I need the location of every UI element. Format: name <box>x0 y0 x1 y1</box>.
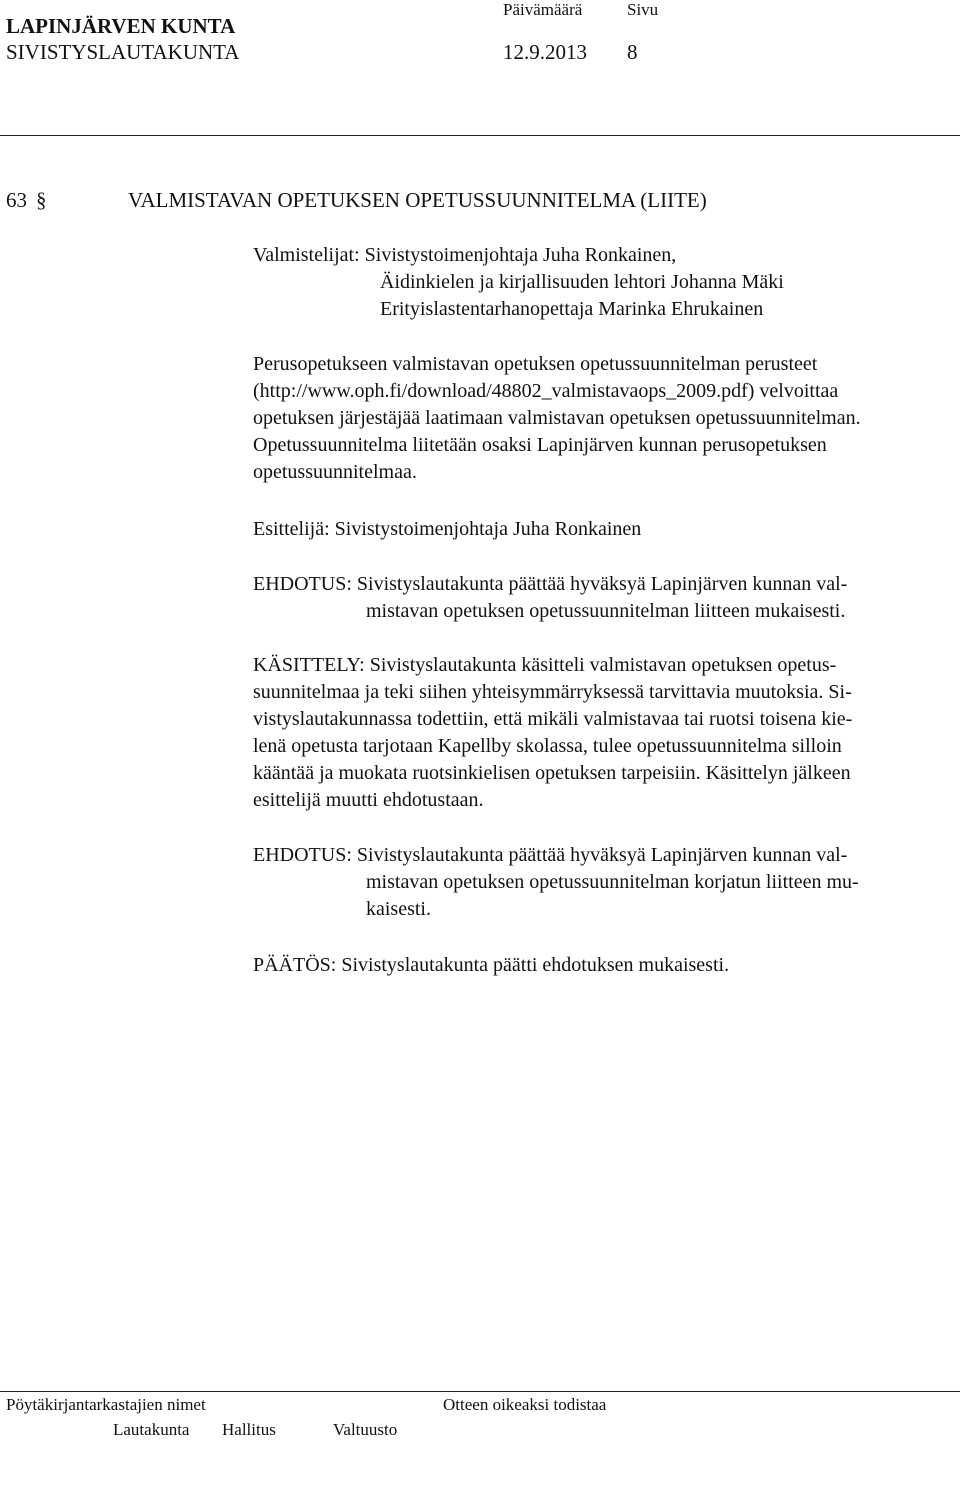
preparers-line-2: Äidinkielen ja kirjallisuuden lehtori Johanna Mäki <box>380 271 784 293</box>
board-name: SIVISTYSLAUTAKUNTA <box>6 40 240 64</box>
handling-paragraph <box>253 652 933 814</box>
certify-label: Otteen oikeaksi todistaa <box>443 1395 607 1414</box>
footer-body-hallitus: Hallitus <box>222 1420 276 1439</box>
footer-body-valtuusto: Valtuusto <box>333 1420 398 1439</box>
presenter: Esittelijä: Sivistystoimenjohtaja Juha Ronkainen <box>253 518 642 540</box>
intro-line-3: opetuksen järjestäjää laatimaan valmistavan opetuksen opetussuunnitelman. <box>253 407 861 429</box>
proposal-2-line-1: EHDOTUS: Sivistyslautakunta päättää hyväksyä Lapinjärven kunnan val- <box>253 844 848 866</box>
intro-paragraph <box>253 351 933 486</box>
date-label: Päivämäärä <box>503 0 583 19</box>
footer-body-lautakunta: Lautakunta <box>113 1420 190 1439</box>
intro-line-2: (http://www.oph.fi/download/48802_valmistavaops_2009.pdf) velvoittaa <box>253 380 839 402</box>
proposal-1-line-2: mistavan opetuksen opetussuunnitelman liitteen mukaisesti. <box>366 600 846 622</box>
handling-line-3: vistyslautakunnassa todettiin, että mikäli valmistavaa tai ruotsi toisena kie- <box>253 708 853 730</box>
proposal-2-line-3: kaisesti. <box>366 898 431 920</box>
proposal-2-line-2: mistavan opetuksen opetussuunnitelman korjatun liitteen mu- <box>366 871 859 893</box>
footer-divider <box>0 1391 960 1392</box>
document-date: 12.9.2013 <box>503 40 587 64</box>
intro-line-4: Opetussuunnitelma liitetään osaksi Lapinjärven kunnan perusopetuksen <box>253 434 827 456</box>
handling-line-2: suunnitelmaa ja teki siihen yhteisymmärryksessä tarvittavia muutoksia. Si- <box>253 681 852 703</box>
intro-line-1: Perusopetukseen valmistavan opetuksen opetussuunnitelman perusteet <box>253 353 818 375</box>
page-number: 8 <box>627 40 638 64</box>
header-divider <box>0 135 960 136</box>
handling-line-4: lenä opetusta tarjotaan Kapellby skolassa, tulee opetussuunnitelma silloin <box>253 735 842 757</box>
section-title: VALMISTAVAN OPETUKSEN OPETUSSUUNNITELMA (LIITE) <box>128 188 707 212</box>
organization-name: LAPINJÄRVEN KUNTA <box>6 14 236 38</box>
decision: PÄÄTÖS: Sivistyslautakunta päätti ehdotuksen mukaisesti. <box>253 954 730 976</box>
handling-line-6: esittelijä muutti ehdotustaan. <box>253 789 484 811</box>
section-symbol: § <box>36 188 47 212</box>
checkers-label: Pöytäkirjantarkastajien nimet <box>6 1395 206 1414</box>
preparers-line-1: Valmistelijat: Sivistystoimenjohtaja Juha Ronkainen, <box>253 244 677 266</box>
section-number: 63 <box>6 188 27 212</box>
handling-line-1: KÄSITTELY: Sivistyslautakunta käsitteli valmistavan opetuksen opetus- <box>253 654 837 676</box>
handling-line-5: kääntää ja muokata ruotsinkielisen opetuksen tarpeisiin. Käsittelyn jälkeen <box>253 762 851 784</box>
intro-line-5: opetussuunnitelmaa. <box>253 461 417 483</box>
proposal-1-line-1: EHDOTUS: Sivistyslautakunta päättää hyväksyä Lapinjärven kunnan val- <box>253 573 848 595</box>
page-label: Sivu <box>627 0 659 19</box>
preparers-line-3: Erityislastentarhanopettaja Marinka Ehrukainen <box>380 298 764 320</box>
